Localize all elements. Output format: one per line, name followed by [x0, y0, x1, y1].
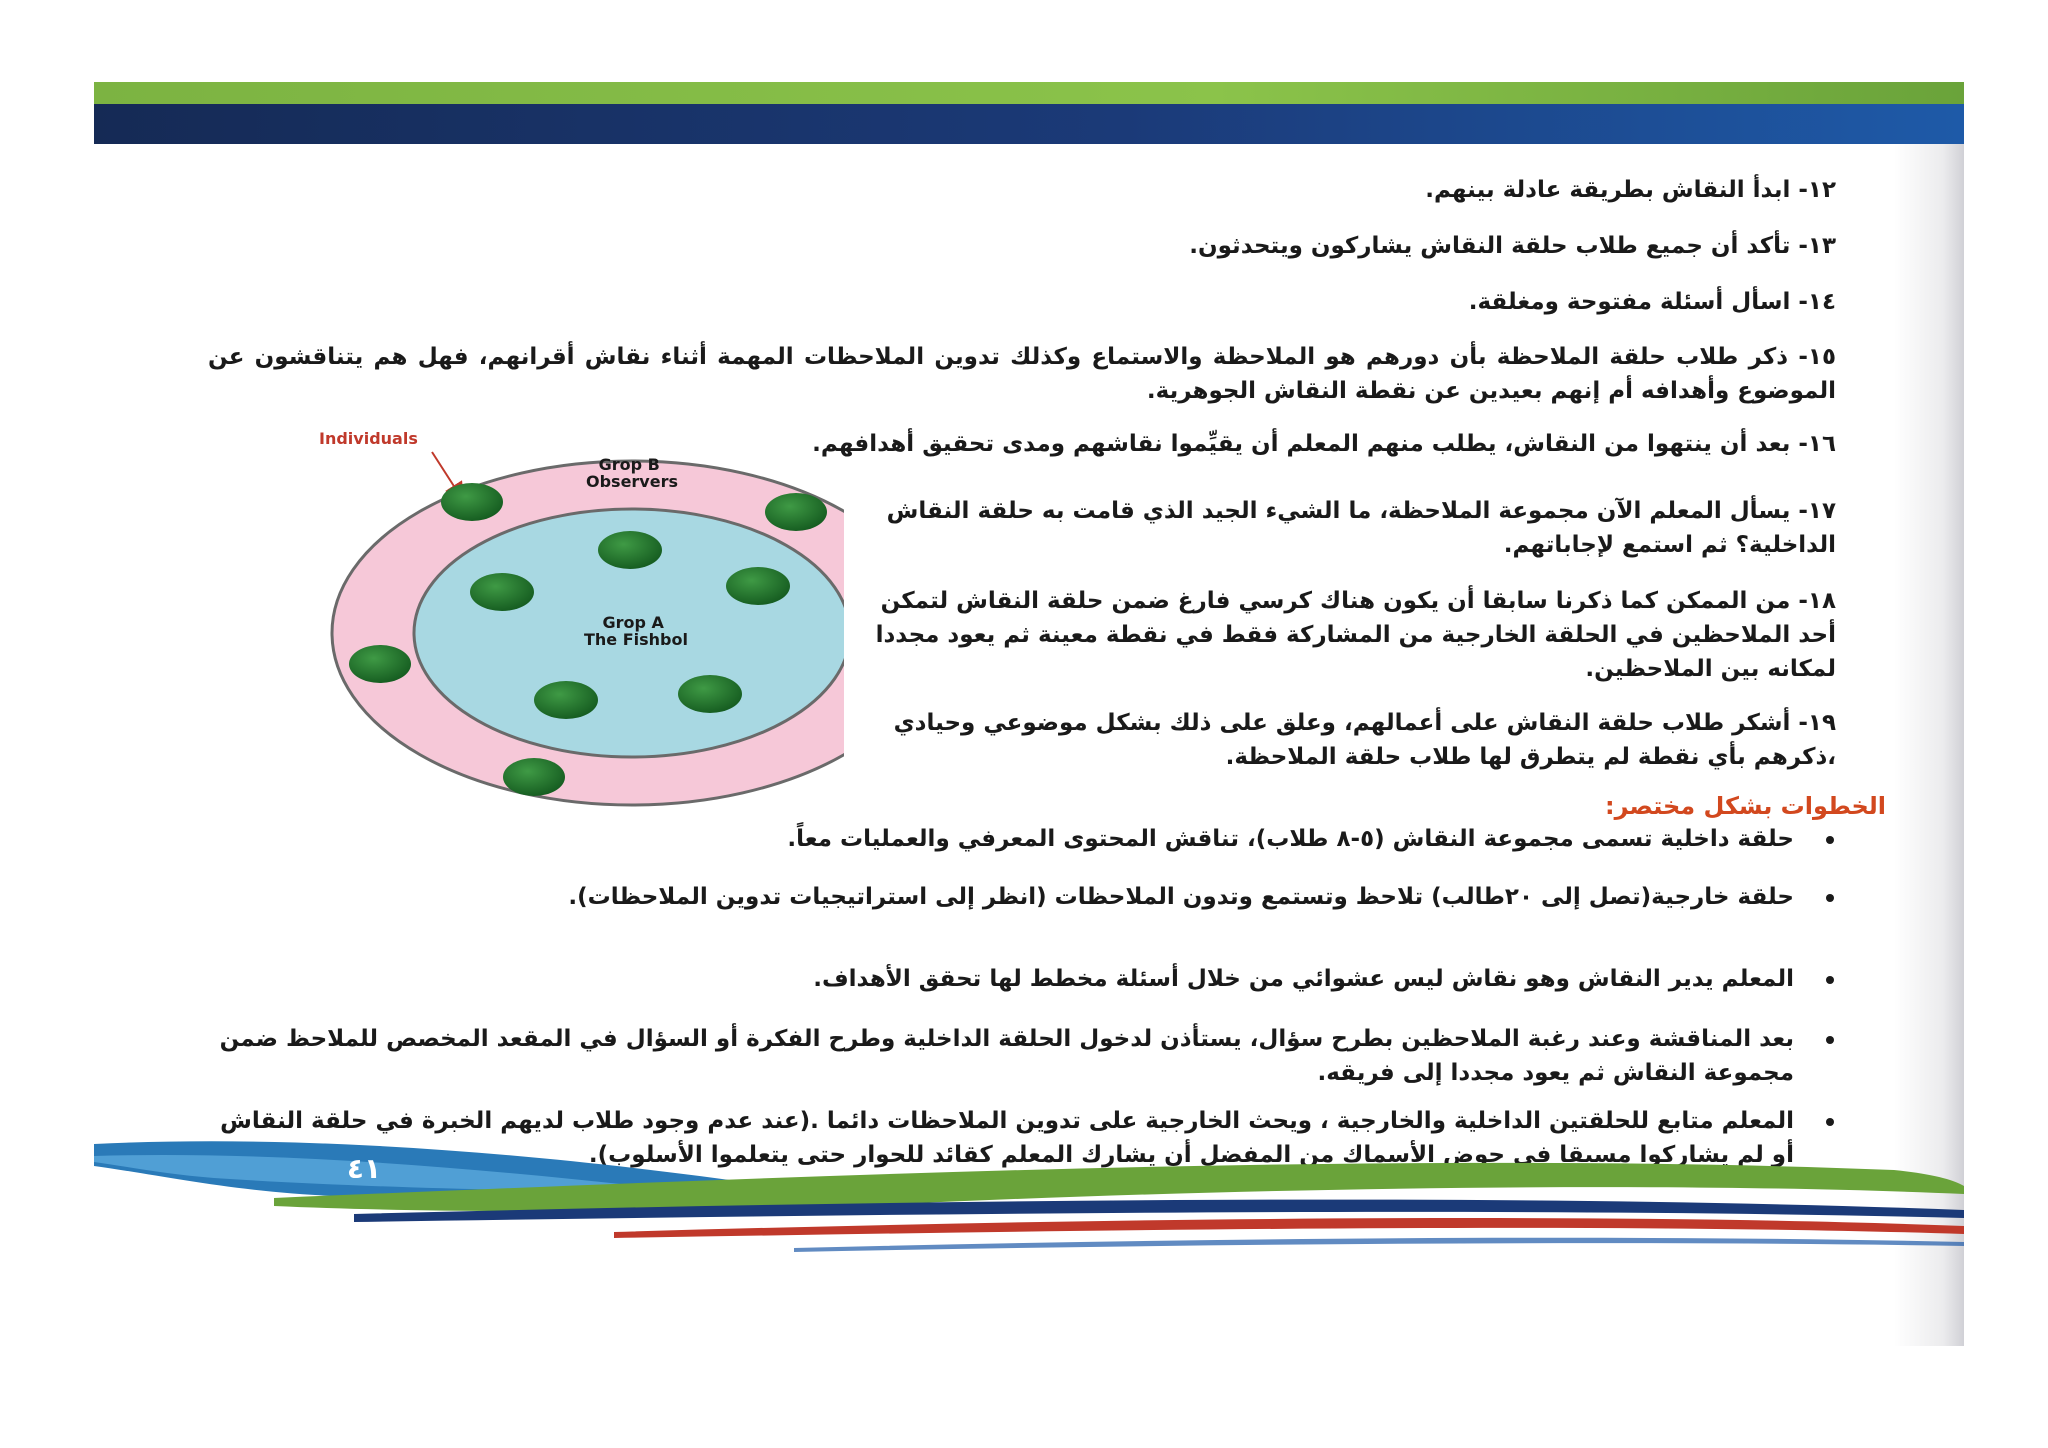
observer-dot: [349, 645, 411, 683]
top-green-stripe: [94, 82, 1964, 104]
summary-bullet-2: [204, 880, 1794, 914]
bullet-dot: [1826, 1036, 1834, 1044]
bullet-text: حلقة خارجية(تصل إلى ٢٠طالب) تلاحظ وتستمع وتدون الملاحظات (انظر إلى استراتيجيات تدوين الملاحظات).: [568, 884, 1794, 910]
step-12: ١٢- ابدأ النقاش بطريقة عادلة بينهم.: [1425, 177, 1836, 203]
top-navy-stripe: [94, 104, 1964, 144]
bullet-text: المعلم متابع للحلقتين الداخلية والخارجية ، ويحث الخارجية على تدوين الملاحظات دائما .(عند عدم وجود طلاب لديهم الخبرة في حلقة النقاش أو لم يشاركوا مسبقا في حوض الأسماك من المفضل أن يشارك المعلم كقائد للحوار حتى يتعلموا الأسلوب).: [220, 1108, 1794, 1168]
step-18: ١٨- من الممكن كما ذكرنا سابقا أن يكون هناك كرسي فارغ ضمن حلقة النقاش لتمكن أحد الملاحظين في الحلقة الخارجية من المشاركة فقط في نقطة معينة ثم يعود مجددا لمكانه بين الملاحظين.: [875, 588, 1836, 682]
observer-dot: [441, 483, 503, 521]
bullet-dot: [1826, 894, 1834, 902]
fishbowl-dot: [534, 681, 598, 719]
step-14: ١٤- اسأل أسئلة مفتوحة ومغلقة.: [1468, 289, 1836, 315]
observer-dot: [503, 758, 565, 796]
summary-heading: الخطوات بشكل مختصر:: [1605, 792, 1886, 820]
bullet-text: بعد المناقشة وعند رغبة الملاحظين بطرح سؤال، يستأذن لدخول الحلقة الداخلية وطرح الفكرة أو السؤال في المقعد المخصص للملاحظ ضمن مجموعة النقاش ثم يعود مجددا إلى فريقه.: [219, 1026, 1794, 1086]
bullet-dot: [1826, 976, 1834, 984]
bullet-dot: [1826, 836, 1834, 844]
fishbowl-dot: [470, 573, 534, 611]
bullet-text: المعلم يدير النقاش وهو نقاش ليس عشوائي من خلال أسئلة مخطط لها تحقق الأهداف.: [813, 966, 1794, 992]
step-17: ١٧- يسأل المعلم الآن مجموعة الملاحظة، ما الشيء الجيد الذي قامت به حلقة النقاش الداخلية؟ ثم استمع لإجاباتهم.: [886, 498, 1836, 558]
step-16: ١٦- بعد أن ينتهوا من النقاش، يطلب منهم المعلم أن يقيِّموا نقاشهم ومدى تحقيق أهدافهم.: [812, 431, 1836, 457]
summary-bullet-3: [294, 962, 1794, 996]
document-page: [94, 82, 1964, 1346]
outer-label-line1: Grop B: [598, 455, 660, 474]
outer-group-label: [586, 455, 678, 491]
summary-bullet-4: [204, 1022, 1794, 1090]
fishbowl-dot: [678, 675, 742, 713]
step-19: ١٩- أشكر طلاب حلقة النقاش على أعمالهم، وعلق على ذلك بشكل موضوعي وحيادي ،ذكرهم بأي نقطة لم يتطرق لها طلاب حلقة الملاحظة.: [893, 710, 1836, 770]
fishbowl-diagram: [194, 382, 844, 842]
observer-dot: [765, 493, 827, 531]
individuals-label: Individuals: [319, 429, 418, 448]
page-number: ٤١: [346, 1152, 382, 1185]
fishbowl-dot: [726, 567, 790, 605]
outer-label-line2: Observers: [585, 472, 679, 491]
step-15: ١٥- ذكر طلاب حلقة الملاحظة بأن دورهم هو الملاحظة والاستماع وكذلك تدوين الملاحظات المهمة أثناء نقاش أقرانهم، فهل هم يتناقشون عن الموضوع وأهدافه أم إنهم بعيدين عن نقطة النقاش الجوهرية.: [208, 344, 1836, 404]
inner-label-line1: Grop A: [602, 613, 664, 632]
top-header-band: [94, 82, 1964, 144]
fishbowl-dot: [598, 531, 662, 569]
bullet-text: حلقة داخلية تسمى مجموعة النقاش (٥-٨ طلاب)، تناقش المحتوى المعرفي والعمليات معاً.: [787, 826, 1794, 852]
step-13: ١٣- تأكد أن جميع طلاب حلقة النقاش يشاركون ويتحدثون.: [1189, 233, 1836, 259]
inner-label-line2: The Fishbol: [584, 630, 688, 649]
